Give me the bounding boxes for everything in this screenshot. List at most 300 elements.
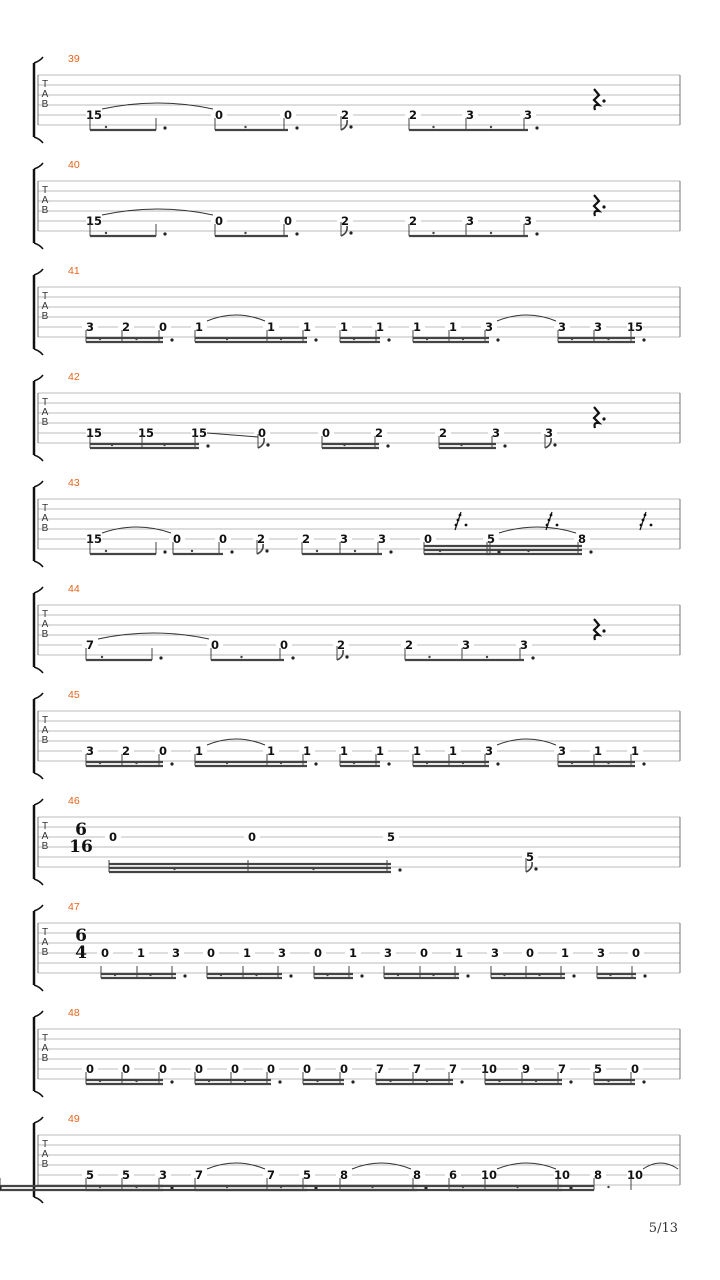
augmentation-dot <box>465 524 468 527</box>
fret-number: 0 <box>257 426 267 440</box>
fret-number: 0 <box>158 744 168 758</box>
tab-clef-letter: B <box>41 735 49 746</box>
augmentation-dot <box>159 656 162 659</box>
fret-number: 1 <box>302 320 312 334</box>
fret-number: 0 <box>339 1062 349 1076</box>
fret-number: 0 <box>210 638 220 652</box>
dot <box>149 974 151 976</box>
fret-number: 2 <box>256 532 266 546</box>
dot <box>312 868 314 870</box>
dot <box>343 444 345 446</box>
fret-number: 3 <box>523 108 533 122</box>
fret-number: 1 <box>302 744 312 758</box>
tab-clef-letter: A <box>41 407 49 418</box>
dot <box>432 126 434 128</box>
fret-number: 3 <box>85 744 95 758</box>
fret-number: 5 <box>85 1168 95 1182</box>
fret-number: 2 <box>408 108 418 122</box>
fret-number: 7 <box>448 1062 458 1076</box>
measure-number: 39 <box>68 53 80 65</box>
tab-clef-letter: T <box>41 397 49 408</box>
augmentation-dot <box>170 1080 173 1083</box>
bracket-hook <box>34 1117 43 1123</box>
rest-flag-dot <box>642 519 645 522</box>
dot <box>607 762 609 764</box>
measure-number: 41 <box>68 265 80 277</box>
augmentation-dot <box>569 1080 572 1083</box>
measure-number: 40 <box>68 159 80 171</box>
augmentation-dot <box>387 762 390 765</box>
fret-number: 2 <box>340 108 350 122</box>
dot <box>397 974 399 976</box>
rest-flag-dot <box>455 524 458 527</box>
fret-number: 3 <box>519 638 529 652</box>
fret-number: 2 <box>121 320 131 334</box>
tab-clef-letter: B <box>41 629 49 640</box>
augmentation-dot <box>553 443 556 446</box>
augmentation-dot <box>345 655 348 658</box>
fret-number: 2 <box>121 744 131 758</box>
tab-clef-letter: T <box>41 609 49 620</box>
fret-number: 3 <box>557 320 567 334</box>
fret-number: 3 <box>596 946 606 960</box>
dot <box>316 550 318 552</box>
dot <box>426 762 428 764</box>
tab-clef-letter: B <box>41 841 49 852</box>
fret-number: 0 <box>230 1062 240 1076</box>
dot <box>607 1080 609 1082</box>
augmentation-dot <box>170 338 173 341</box>
fret-number: 1 <box>375 320 385 334</box>
rest-flag-dot <box>640 524 643 527</box>
fret-number: 1 <box>412 320 422 334</box>
augmentation-dot <box>642 762 645 765</box>
tab-system-47 <box>34 901 680 991</box>
rest-flag-dot <box>546 524 549 527</box>
augmentation-dot <box>602 205 605 208</box>
bracket-hook <box>34 57 43 63</box>
dot <box>208 1080 210 1082</box>
fret-number: 15 <box>85 108 103 122</box>
tab-clef-letter: B <box>41 205 49 216</box>
dot <box>432 974 434 976</box>
measure-number: 45 <box>68 689 80 701</box>
fret-number: 3 <box>544 426 554 440</box>
fret-number: 1 <box>375 744 385 758</box>
dot <box>432 232 434 234</box>
fret-number: 0 <box>283 214 293 228</box>
augmentation-dot <box>572 974 575 977</box>
tab-clef-letter: A <box>41 619 49 630</box>
dot <box>609 974 611 976</box>
augmentation-dot <box>351 1080 354 1083</box>
fret-number: 1 <box>448 320 458 334</box>
dot <box>135 338 137 340</box>
tab-clef-letter: B <box>41 523 49 534</box>
augmentation-dot <box>650 524 653 527</box>
dot <box>462 338 464 340</box>
fret-number: 2 <box>374 426 384 440</box>
fret-number: 15 <box>85 532 103 546</box>
dot <box>105 550 107 552</box>
augmentation-dot <box>265 549 268 552</box>
tab-clef-letter: A <box>41 1149 49 1160</box>
quarter-rest <box>594 407 599 428</box>
fret-number: 15 <box>85 426 103 440</box>
augmentation-dot <box>183 974 186 977</box>
fret-number: 7 <box>412 1062 422 1076</box>
fret-number: 0 <box>108 830 118 844</box>
fret-number: 3 <box>465 214 475 228</box>
fret-number: 0 <box>283 108 293 122</box>
fret-number: 3 <box>465 108 475 122</box>
augmentation-dot <box>556 524 559 527</box>
fret-number: 0 <box>218 532 228 546</box>
fret-number: 0 <box>206 946 216 960</box>
fret-number: 0 <box>100 946 110 960</box>
fret-number: 3 <box>490 946 500 960</box>
dot <box>99 1080 101 1082</box>
fret-number: 1 <box>348 946 358 960</box>
bracket-hook <box>34 1197 43 1203</box>
fret-number: 1 <box>242 946 252 960</box>
augmentation-dot <box>387 338 390 341</box>
tab-clef-letter: A <box>41 513 49 524</box>
dot <box>105 232 107 234</box>
augmentation-dot <box>535 126 538 129</box>
augmentation-dot <box>295 232 298 235</box>
fret-number: 3 <box>491 426 501 440</box>
dot <box>326 974 328 976</box>
augmentation-dot <box>642 1080 645 1083</box>
fret-number: 10 <box>480 1062 498 1076</box>
bracket-hook <box>34 1091 43 1097</box>
fret-number: 1 <box>136 946 146 960</box>
fret-number: 1 <box>454 946 464 960</box>
bracket-hook <box>34 375 43 381</box>
dot <box>240 656 242 658</box>
augmentation-dot <box>349 231 352 234</box>
dot <box>426 338 428 340</box>
fret-number: 10 <box>480 1168 498 1182</box>
augmentation-dot <box>466 974 469 977</box>
tab-system-44 <box>34 583 680 673</box>
tab-system-41 <box>34 265 680 355</box>
fret-number: 15 <box>626 320 644 334</box>
fret-number: 0 <box>266 1062 276 1076</box>
measure-number: 42 <box>68 371 80 383</box>
tie <box>207 739 265 745</box>
time-signature-digit: 6 <box>75 820 87 840</box>
augmentation-dot <box>496 762 499 765</box>
tab-clef-letter: A <box>41 937 49 948</box>
tab-clef-letter: T <box>41 821 49 832</box>
fret-number: 2 <box>438 426 448 440</box>
fret-number: 2 <box>336 638 346 652</box>
augmentation-dot <box>278 1080 281 1083</box>
augmentation-dot <box>163 232 166 235</box>
augmentation-dot <box>230 550 233 553</box>
dot <box>226 762 228 764</box>
fret-number: 3 <box>461 638 471 652</box>
dot <box>490 232 492 234</box>
bracket-hook <box>34 137 43 143</box>
dot <box>244 1080 246 1082</box>
fret-number: 5 <box>593 1062 603 1076</box>
augmentation-dot <box>163 126 166 129</box>
dot <box>607 338 609 340</box>
fret-number: 8 <box>339 1168 349 1182</box>
fret-number: 1 <box>630 744 640 758</box>
tab-system-45 <box>34 689 680 779</box>
tab-clef-letter: A <box>41 195 49 206</box>
fret-number: 10 <box>553 1168 571 1182</box>
fret-number: 15 <box>190 426 208 440</box>
bracket-hook <box>34 349 43 355</box>
dot <box>527 550 529 552</box>
augmentation-dot <box>360 974 363 977</box>
rest-flag-dot <box>550 514 553 517</box>
fret-number: 5 <box>525 850 535 864</box>
fret-number: 0 <box>630 1062 640 1076</box>
dot <box>535 1080 537 1082</box>
augmentation-dot <box>535 232 538 235</box>
fret-number: 3 <box>277 946 287 960</box>
augmentation-dot <box>163 550 166 553</box>
dot <box>220 974 222 976</box>
fret-number: 7 <box>194 1168 204 1182</box>
fret-number: 8 <box>412 1168 422 1182</box>
dot <box>490 126 492 128</box>
tie <box>102 103 213 109</box>
tie <box>497 315 556 321</box>
augmentation-dot <box>295 126 298 129</box>
augmentation-dot <box>589 550 592 553</box>
dot <box>163 444 165 446</box>
fret-number: 2 <box>301 532 311 546</box>
bracket-hook <box>34 269 43 275</box>
tab-system-48 <box>34 1007 680 1097</box>
dot <box>280 762 282 764</box>
fret-number: 3 <box>158 1168 168 1182</box>
dot <box>428 656 430 658</box>
rest-flag-dot <box>459 514 462 517</box>
dot <box>105 126 107 128</box>
fret-number: 1 <box>339 744 349 758</box>
augmentation-dot <box>314 762 317 765</box>
bracket-hook <box>34 1011 43 1017</box>
time-signature-digit: 16 <box>69 837 93 857</box>
fret-number: 0 <box>525 946 535 960</box>
tab-clef-letter: B <box>41 947 49 958</box>
rest-flag-dot <box>457 519 460 522</box>
augmentation-dot <box>206 444 209 447</box>
dot <box>244 126 246 128</box>
fret-number: 0 <box>194 1062 204 1076</box>
dot <box>486 656 488 658</box>
fret-number: 0 <box>85 1062 95 1076</box>
augmentation-dot <box>289 974 292 977</box>
fret-number: 3 <box>383 946 393 960</box>
fret-number: 1 <box>593 744 603 758</box>
dot <box>316 1080 318 1082</box>
dot <box>462 762 464 764</box>
bracket-hook <box>34 879 43 885</box>
fret-number: 0 <box>279 638 289 652</box>
bracket-hook <box>34 905 43 911</box>
dot <box>353 762 355 764</box>
tie <box>98 633 209 639</box>
fret-number: 15 <box>85 214 103 228</box>
bracket-hook <box>34 799 43 805</box>
fret-number: 1 <box>412 744 422 758</box>
tab-clef-letter: T <box>41 1139 49 1150</box>
tab-system-46 <box>34 795 680 885</box>
quarter-rest <box>594 89 599 110</box>
bracket-hook <box>34 455 43 461</box>
dot <box>244 232 246 234</box>
dot <box>439 550 441 552</box>
dot <box>255 974 257 976</box>
dot <box>503 974 505 976</box>
tab-clef-letter: T <box>41 503 49 514</box>
augmentation-dot <box>602 417 605 420</box>
rest-flag-dot <box>548 519 551 522</box>
bracket-hook <box>34 243 43 249</box>
dot <box>353 338 355 340</box>
fret-number: 3 <box>85 320 95 334</box>
tab-clef-letter: T <box>41 927 49 938</box>
measure-number: 48 <box>68 1007 80 1019</box>
augmentation-dot <box>643 974 646 977</box>
fret-number: 3 <box>484 320 494 334</box>
augmentation-dot <box>503 444 506 447</box>
fret-number: 7 <box>557 1062 567 1076</box>
fret-number: 3 <box>523 214 533 228</box>
bracket-hook <box>34 481 43 487</box>
tab-clef-letter: T <box>41 715 49 726</box>
dot <box>135 1080 137 1082</box>
tab-system-40 <box>34 159 680 249</box>
tab-system-39 <box>34 53 680 143</box>
tab-clef-letter: A <box>41 1043 49 1054</box>
tab-clef-letter: T <box>41 291 49 302</box>
tab-system-43 <box>34 477 680 567</box>
dot <box>101 656 103 658</box>
fret-number: 3 <box>339 532 349 546</box>
fret-number: 6 <box>448 1168 458 1182</box>
tab-clef-letter: B <box>41 1159 49 1170</box>
fret-number: 5 <box>386 830 396 844</box>
dot <box>226 338 228 340</box>
slide-line <box>207 433 258 437</box>
measure-number: 49 <box>68 1113 80 1125</box>
augmentation-dot <box>314 338 317 341</box>
augmentation-dot <box>496 338 499 341</box>
tab-clef-letter: B <box>41 1053 49 1064</box>
bracket-hook <box>34 667 43 673</box>
augmentation-dot <box>602 629 605 632</box>
dot <box>498 1080 500 1082</box>
dot <box>354 550 356 552</box>
tie <box>497 739 556 745</box>
tie <box>499 527 576 533</box>
fret-number: 3 <box>593 320 603 334</box>
augmentation-dot <box>642 338 645 341</box>
tab-system-49 <box>0 1113 680 1203</box>
quarter-rest <box>594 195 599 216</box>
dot <box>111 444 113 446</box>
fret-number: 2 <box>404 638 414 652</box>
fret-number: 7 <box>85 638 95 652</box>
quarter-rest <box>594 619 599 640</box>
fret-number: 0 <box>302 1062 312 1076</box>
augmentation-dot <box>349 125 352 128</box>
fret-number: 3 <box>484 744 494 758</box>
augmentation-dot <box>389 550 392 553</box>
fret-number: 1 <box>194 744 204 758</box>
dot <box>280 338 282 340</box>
time-signature-digit: 6 <box>75 926 87 946</box>
fret-number: 10 <box>626 1168 644 1182</box>
dot <box>99 338 101 340</box>
fret-number: 7 <box>375 1062 385 1076</box>
fret-number: 1 <box>266 320 276 334</box>
tab-system-42 <box>34 371 680 461</box>
fret-number: 0 <box>419 946 429 960</box>
fret-number: 0 <box>214 108 224 122</box>
tie <box>102 209 213 215</box>
measure-number: 43 <box>68 477 80 489</box>
bracket-hook <box>34 587 43 593</box>
dot <box>538 974 540 976</box>
dot <box>460 444 462 446</box>
bracket-hook <box>34 561 43 567</box>
tab-clef-letter: T <box>41 1033 49 1044</box>
page-number: 5/13 <box>648 1221 678 1236</box>
fret-number: 7 <box>266 1168 276 1182</box>
fret-number: 9 <box>521 1062 531 1076</box>
bracket-hook <box>34 773 43 779</box>
fret-number: 1 <box>560 946 570 960</box>
fret-number: 15 <box>137 426 155 440</box>
tie <box>352 1163 411 1169</box>
time-signature-digit: 4 <box>75 943 87 963</box>
fret-number: 5 <box>486 532 496 546</box>
tab-clef-letter: A <box>41 301 49 312</box>
fret-number: 8 <box>577 532 587 546</box>
bracket-hook <box>34 163 43 169</box>
fret-number: 1 <box>266 744 276 758</box>
fret-number: 0 <box>172 532 182 546</box>
dot <box>99 762 101 764</box>
tab-clef-letter: A <box>41 89 49 100</box>
dot <box>607 1186 609 1188</box>
fret-number: 3 <box>557 744 567 758</box>
fret-number: 1 <box>194 320 204 334</box>
dot <box>173 868 175 870</box>
tab-clef-letter: B <box>41 311 49 322</box>
fret-number: 0 <box>321 426 331 440</box>
dot <box>389 1080 391 1082</box>
fret-number: 1 <box>339 320 349 334</box>
fret-number: 3 <box>171 946 181 960</box>
fret-number: 5 <box>121 1168 131 1182</box>
tie <box>643 1163 678 1169</box>
augmentation-dot <box>266 443 269 446</box>
augmentation-dot <box>460 1080 463 1083</box>
fret-number: 0 <box>247 830 257 844</box>
